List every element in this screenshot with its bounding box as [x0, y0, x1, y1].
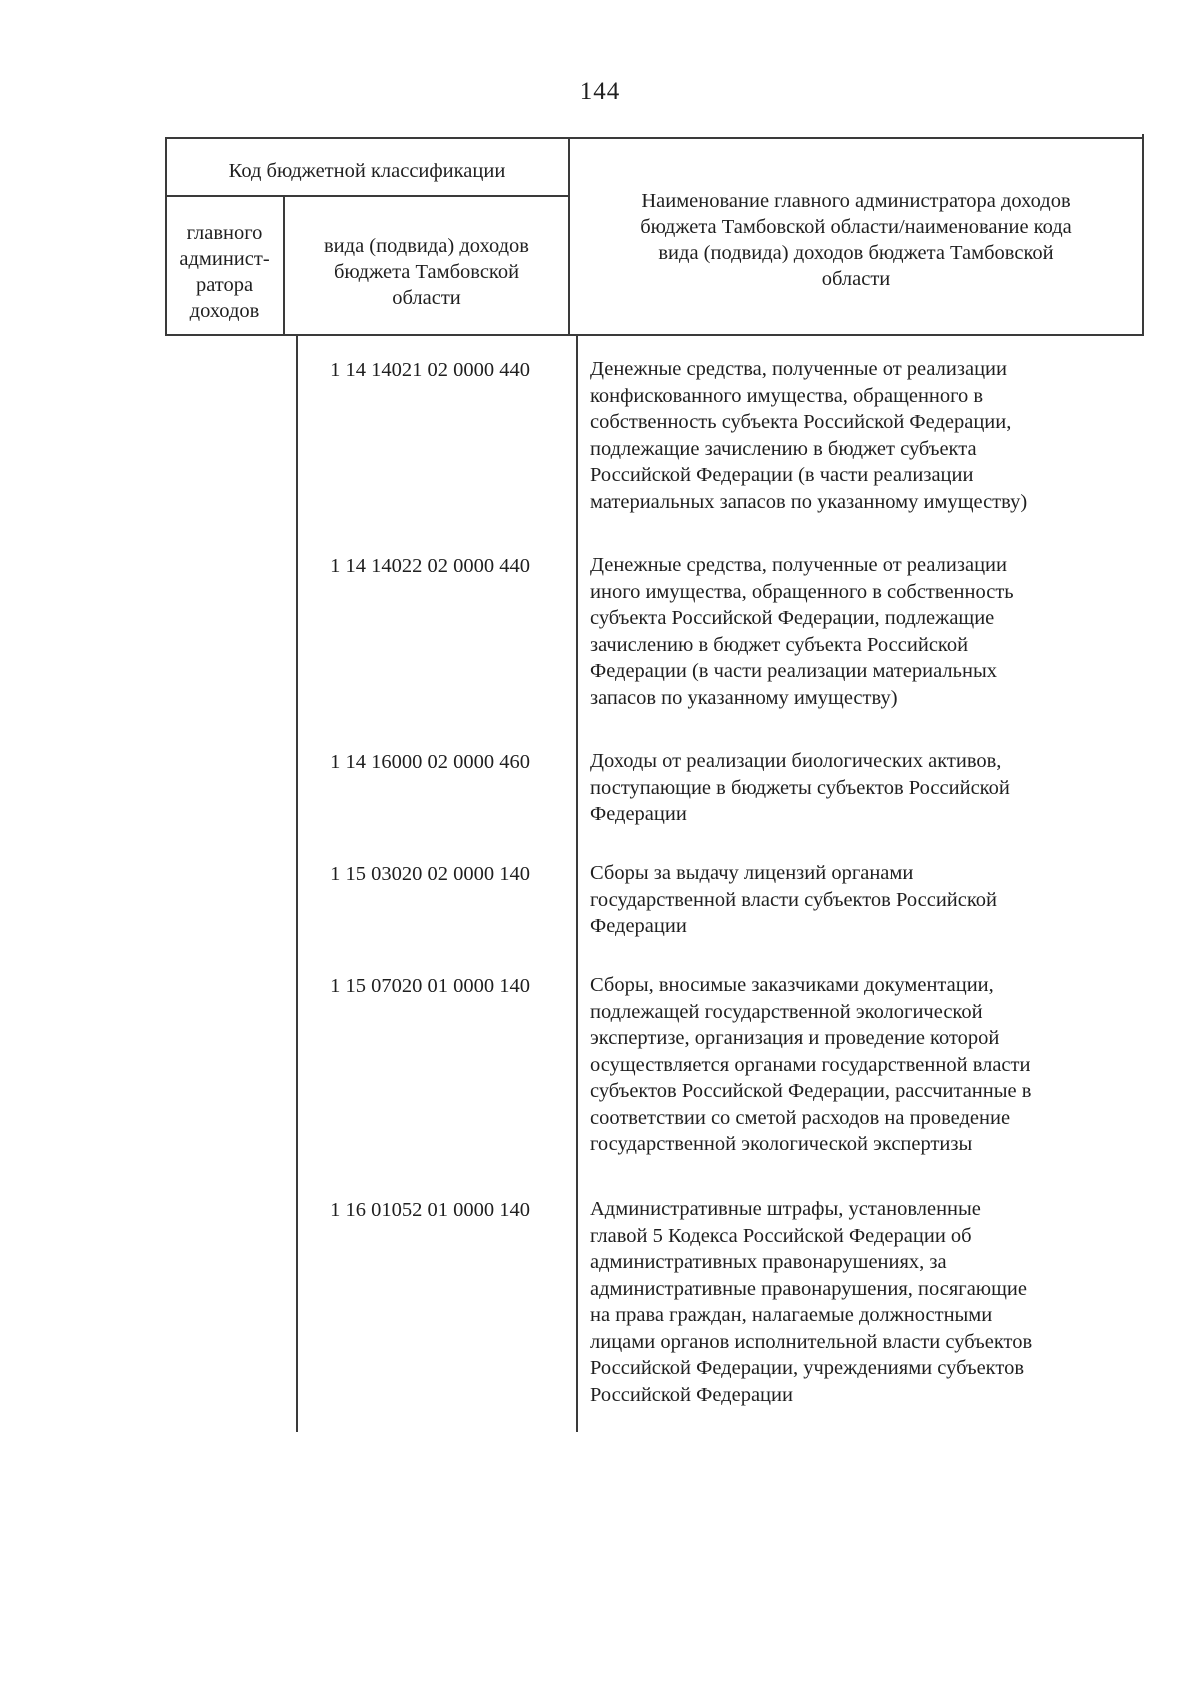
row-name-line: Сборы, вносимые заказчиками документации, [590, 974, 994, 996]
header-name-line: бюджета Тамбовской области/наименование кода [640, 216, 1072, 238]
row-name-line: конфискованного имущества, обращенного в [590, 384, 984, 407]
header-code-line: вида (подвида) доходов [324, 235, 529, 257]
row-name-line: Доходы от реализации биологических активов, [590, 750, 1002, 772]
row-name [590, 860, 1140, 940]
header-right-border [1142, 134, 1144, 336]
row-name-line: Федерации [590, 803, 687, 825]
row-name-line: лицами органов исполнительной власти субъектов [590, 1330, 1033, 1353]
header-code-line: бюджета Тамбовской [333, 261, 520, 283]
header-name-line: Наименование главного администратора доходов [641, 190, 1071, 212]
row-name-line: главой 5 Кодекса Российской Федерации об [590, 1224, 972, 1247]
row-name-line: Денежные средства, полученные от реализации [590, 554, 1007, 576]
row-name-line: поступающие в бюджеты субъектов Российской [590, 776, 1010, 799]
body-rule-name [576, 336, 578, 1432]
row-code: 1 16 01052 01 0000 140 [330, 1199, 530, 1221]
row-code: 1 14 14021 02 0000 440 [330, 359, 530, 381]
row-name-line: собственность субъекта Российской Федерации, [590, 411, 1012, 433]
row-name-line: Российской Федерации, учреждениями субъектов [590, 1357, 1024, 1379]
row-name-line: субъектов Российской Федерации, рассчитанные в [590, 1080, 1032, 1102]
header-group-underline [165, 195, 569, 197]
header-code-line: области [392, 287, 461, 309]
header-top-border [165, 137, 1144, 139]
row-name-line: субъекта Российской Федерации, подлежащие [590, 607, 995, 629]
header-admin-column [166, 220, 283, 324]
row-code: 1 15 07020 01 0000 140 [330, 975, 530, 997]
row-code: 1 14 16000 02 0000 460 [330, 751, 530, 773]
row-name-line: соответствии со сметой расходов на проведение [590, 1106, 1011, 1129]
header-group-title: Код бюджетной классификации [228, 160, 506, 182]
row-name [590, 356, 1140, 515]
row-name-line: Федерации [590, 915, 687, 937]
header-admin-line: ратора [195, 274, 254, 296]
header-admin-line: доходов [189, 300, 260, 322]
row-name [590, 972, 1140, 1158]
row-name-line: административные правонарушения, посягающие [590, 1277, 1027, 1300]
header-admin-line: админист- [179, 248, 270, 270]
row-name-line: экспертизе, организация и проведение которой [590, 1027, 1000, 1049]
row-name-line: запасов по указанному имуществу) [590, 686, 898, 709]
row-name-line: Административные штрафы, установленные [590, 1198, 981, 1220]
row-name-line: подлежащей государственной экологической [590, 1000, 983, 1023]
row-name-line: на права граждан, налагаемые должностными [590, 1304, 993, 1326]
row-name-line: Российской Федерации (в части реализации [590, 464, 974, 486]
page-number: 144 [579, 78, 621, 105]
row-code: 1 14 14022 02 0000 440 [330, 555, 530, 577]
row-name [590, 1196, 1140, 1408]
row-code: 1 15 03020 02 0000 140 [330, 863, 530, 885]
row-name-line: материальных запасов по указанному имуществу) [590, 490, 1028, 513]
row-name-line: административных правонарушениях, за [590, 1251, 947, 1273]
row-name-line: государственной власти субъектов Российской [590, 888, 998, 911]
row-name-line: Федерации (в части реализации материальных [590, 660, 997, 682]
row-name-line: зачислению в бюджет субъекта Российской [590, 633, 969, 656]
row-name-line: Сборы за выдачу лицензий органами [590, 862, 914, 884]
row-name-line: иного имущества, обращенного в собственность [590, 580, 1014, 603]
header-name-line: вида (подвида) доходов бюджета Тамбовской [658, 242, 1054, 264]
header-name-column [570, 188, 1142, 292]
header-bottom-border [165, 334, 1144, 336]
row-name-line: Российской Федерации [590, 1383, 793, 1406]
header-code-column [285, 233, 568, 311]
header-name-line: области [821, 268, 891, 290]
row-name-line: подлежащие зачислению в бюджет субъекта [590, 437, 977, 460]
row-name [590, 748, 1140, 828]
row-name-line: государственной экологической экспертизы [590, 1133, 973, 1155]
header-admin-line: главного [186, 222, 263, 244]
row-name-line: Денежные средства, полученные от реализации [590, 358, 1007, 380]
row-name-line: осуществляется органами государственной власти [590, 1053, 1031, 1076]
row-name [590, 552, 1140, 711]
